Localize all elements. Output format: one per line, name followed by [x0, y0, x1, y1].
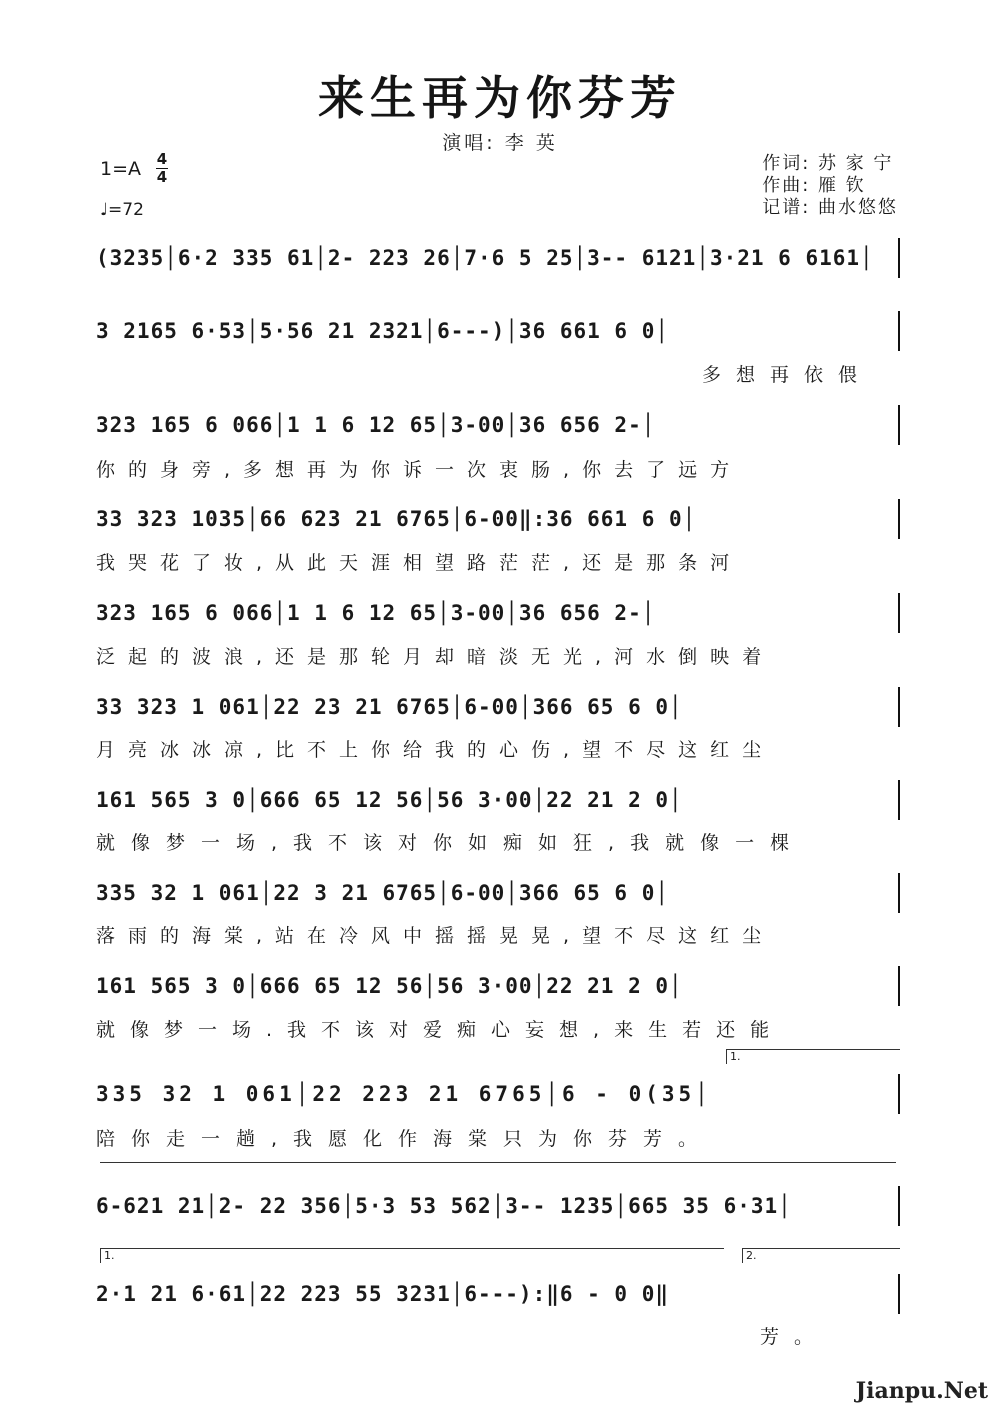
notes: 161 565 3 0│666 65 12 56│56 3·00│22 21 2 0│ [96, 788, 683, 812]
notation-row-9 [96, 964, 900, 1008]
coda-first-ending: 1. [100, 1248, 724, 1263]
notation-row-2 [96, 309, 900, 353]
coda-second-ending: 2. [742, 1248, 900, 1263]
time-sig-numerator: 4 [156, 150, 168, 168]
notation-row-10 [96, 1072, 900, 1116]
lyric-row-9: 就像梦一场.我不该对爱痴心妄想,来生若还能 [96, 1019, 785, 1041]
notes: 323 165 6 066│1 1 6 12 65│3-00│36 656 2-│ [96, 601, 656, 625]
notes: 335 32 1 061│22 223 21 6765│6 - 0(35│ [96, 1082, 712, 1106]
notation-row-5 [96, 591, 900, 635]
notation-row-8 [96, 871, 900, 915]
watermark: Jianpu.Net [855, 1378, 988, 1404]
notes: 33 323 1035│66 623 21 6765│6-00‖:36 661 6 0│ [96, 507, 697, 531]
notes: 161 565 3 0│666 65 12 56│56 3·00│22 21 2 0│ [96, 974, 683, 998]
time-signature [156, 152, 168, 185]
first-ending-bracket: 1. [726, 1049, 900, 1064]
notes: 323 165 6 066│1 1 6 12 65│3-00│36 656 2-│ [96, 413, 656, 437]
transcriber-credit: 记谱: 曲水悠悠 [762, 197, 898, 218]
lyric-row-5: 泛起的波浪,还是那轮月却暗淡无光,河水倒映着 [96, 646, 775, 668]
composer-credit: 作曲: 雁 钦 [762, 175, 866, 196]
lyric-row-2: 多想再依偎 [702, 364, 873, 386]
credits [762, 153, 898, 219]
notation-row-11 [96, 1184, 900, 1228]
lyricist-credit: 作词: 苏 家 宁 [762, 153, 894, 174]
singer-line: 演唱: 李 英 [442, 132, 558, 154]
final-lyric: 芳。 [760, 1326, 829, 1348]
notation-row-1 [96, 236, 900, 280]
notation-row-6 [96, 685, 900, 729]
lyric-row-3: 你的身旁,多想再为你诉一次衷肠,你去了远方 [96, 459, 743, 481]
time-sig-denominator: 4 [156, 168, 168, 186]
repeat-line [100, 1162, 896, 1163]
notation-row-7 [96, 778, 900, 822]
lyric-row-10: 陪你走一趟,我愿化作海棠只为你芬芳。 [96, 1128, 714, 1150]
notes: 33 323 1 061│22 23 21 6765│6-00│366 65 6 0│ [96, 695, 683, 719]
notes: 335 32 1 061│22 3 21 6765│6-00│366 65 6 0│ [96, 881, 670, 905]
notation-row-12 [96, 1272, 900, 1316]
lyric-row-4: 我哭花了妆,从此天涯相望路茫茫,还是那条河 [96, 552, 743, 574]
lyric-row-7: 就像梦一场,我不该对你如痴如狂,我就像一棵 [96, 832, 806, 854]
notation-row-4 [96, 497, 900, 541]
notation-row-3 [96, 403, 900, 447]
notes: 3 2165 6·53│5·56 21 2321│6---)│36 661 6 0│ [96, 319, 670, 343]
notes: 2·1 21 6·61│22 223 55 3231│6---):‖6 - 0 0‖ [96, 1282, 670, 1306]
notes: (3235│6·2 335 61│2- 223 26│7·6 5 25│3-- 6121│3·21 6 6161│ [96, 246, 874, 270]
key-signature: 1=A [100, 158, 142, 180]
tempo-mark: ♩=72 [100, 200, 144, 220]
notes: 6-621 21│2- 22 356│5·3 53 562│3-- 1235│665 35 6·31│ [96, 1194, 792, 1218]
song-title: 来生再为你芬芳 [318, 71, 682, 125]
lyric-row-6: 月亮冰冰凉,比不上你给我的心伤,望不尽这红尘 [96, 739, 775, 761]
lyric-row-8: 落雨的海棠,站在冷风中摇摇晃晃,望不尽这红尘 [96, 925, 775, 947]
